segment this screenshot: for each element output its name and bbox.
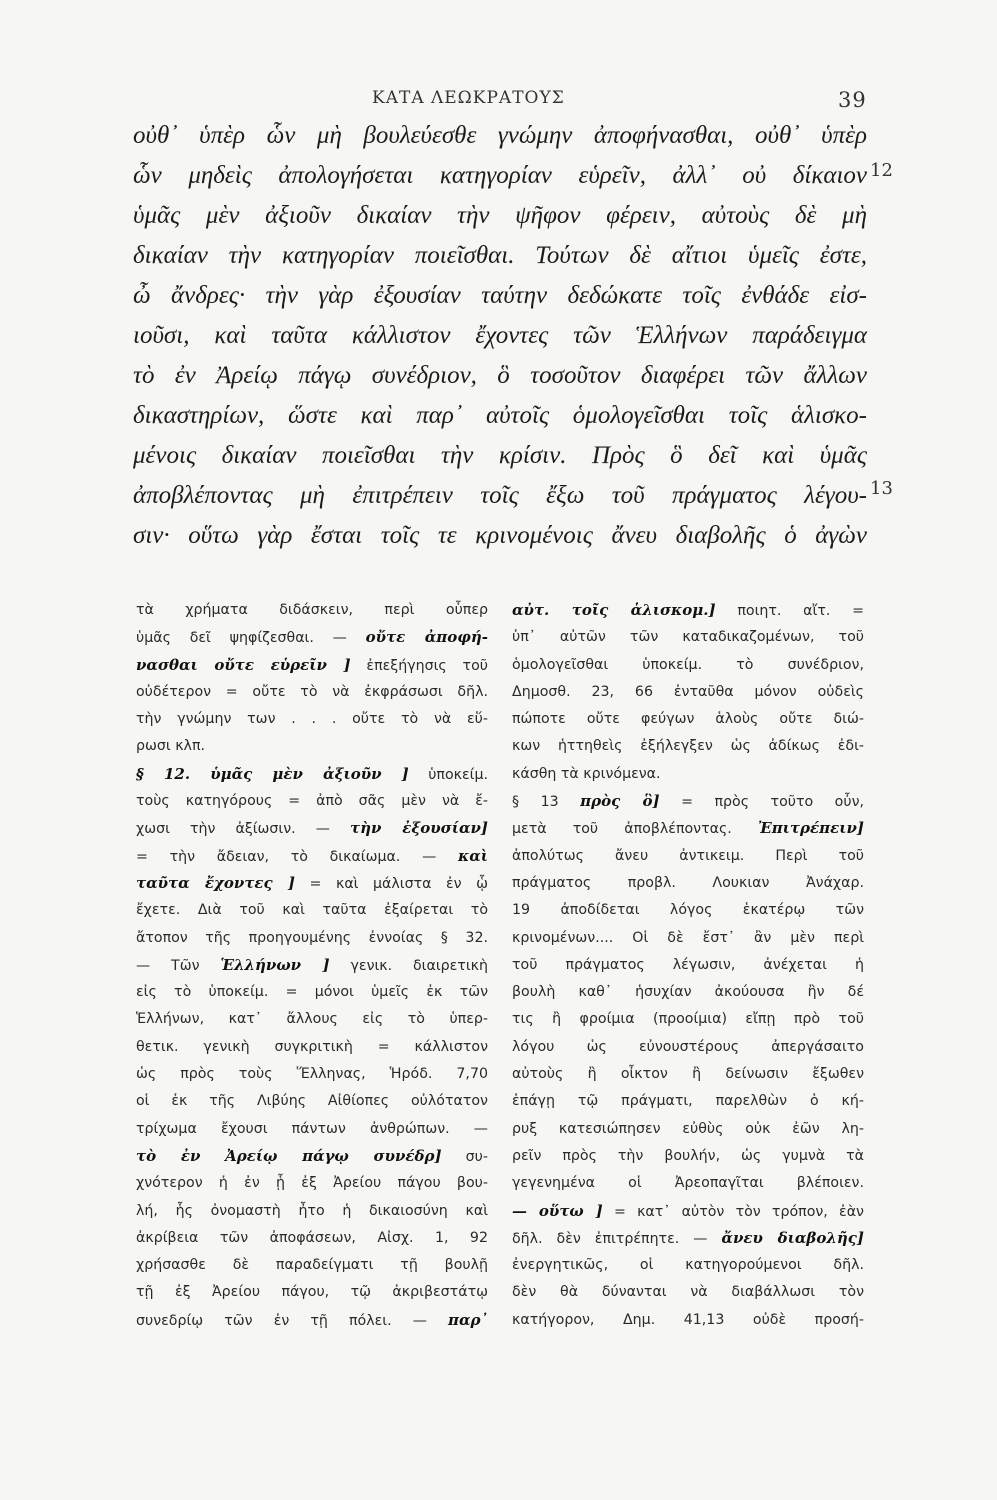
note-lemma: τὴν ἐξουσίαν] <box>350 819 488 838</box>
note-lemma: § 12. ὑμᾶς μὲν ἀξιοῦν ] <box>136 764 409 783</box>
note-text: γενικ. διαιρετικὴ <box>329 957 489 974</box>
note-lemma: — οὕτω ] <box>512 1201 603 1220</box>
note-lemma: αὐτ. τοῖς ἁλισκομ.] <box>512 601 716 619</box>
note-line <box>512 1006 864 1033</box>
note-text: ὑποκείμ. <box>408 766 488 783</box>
note-line <box>512 1307 864 1334</box>
note-text: ἐπεξήγησις τοῦ <box>350 657 488 674</box>
note-text: ἔχετε. Διὰ τοῦ καὶ ταῦτα ἐξαίρεται τὸ <box>136 902 488 919</box>
note-line <box>136 652 488 679</box>
note-text: θετικ. γενικὴ συγκριτικὴ = κάλλιστον <box>136 1038 488 1055</box>
note-line <box>512 1279 864 1306</box>
note-text: ἀπολύτως ἄνευ ἀντικειμ. Περὶ τοῦ <box>512 847 864 864</box>
note-lemma: πρὸς ὃ] <box>580 792 660 811</box>
note-text: συ- <box>441 1148 488 1165</box>
note-line <box>136 1225 488 1252</box>
note-text: δὲν θὰ δύνανται νὰ διαβάλλωσι τὸν <box>512 1284 864 1301</box>
note-text: ὡς πρὸς τοὺς Ἕλληνας, Ἡρόδ. 7,70 <box>136 1066 488 1083</box>
note-line <box>512 1252 864 1279</box>
note-text: δῆλ. δὲν ἐπιτρέπητε. — <box>512 1230 722 1247</box>
note-text: = κατ᾽ αὐτὸν τὸν τρόπον, ἐὰν <box>602 1203 864 1220</box>
note-text: τὴν γνώμην των . . . οὔτε τὸ νὰ εὕ- <box>136 711 488 728</box>
note-line <box>512 624 864 651</box>
note-text: § 13 <box>512 794 581 811</box>
note-text: ἀκρίβεια τῶν ἀποφάσεων, Αἰσχ. 1, 92 <box>136 1229 488 1246</box>
note-line <box>136 1143 488 1170</box>
note-text: οἱ ἐκ τῆς Λιβύης Αἰθίοπες οὐλότατον <box>136 1093 488 1110</box>
note-text: — Τῶν <box>136 957 221 974</box>
note-text: πώποτε οὔτε φεύγων ἁλοὺς οὔτε διώ- <box>512 711 864 728</box>
note-line <box>136 897 488 924</box>
note-line <box>512 897 864 924</box>
note-text: τῇ ἐξ Ἀρείου πάγου, τῷ ἀκριβεστάτῳ <box>136 1284 488 1301</box>
note-line <box>512 1088 864 1115</box>
section-number-12: 12 <box>870 160 893 181</box>
note-text: πράγματος προβλ. Λουκιαν Ἀνάχαρ. <box>512 874 864 891</box>
note-text: τις ἢ φροίμια (προοίμια) εἴπῃ πρὸ τοῦ <box>512 1011 864 1028</box>
note-lemma: οὔτε ἀποφή- <box>365 628 488 647</box>
note-line <box>136 952 488 979</box>
note-line <box>136 1198 488 1225</box>
note-lemma: Ἑλλήνων ] <box>220 955 330 974</box>
note-text: ποιητ. αἴτ. = <box>715 603 865 619</box>
note-line <box>136 1252 488 1279</box>
note-text: 19 ἀποδίδεται λόγος ἑκατέρῳ τῶν <box>512 902 864 919</box>
note-text: κων ἡττηθεὶς ἐξήλεγξεν ὡς ἀδίκως ἐδι- <box>512 738 864 755</box>
note-line <box>512 706 864 733</box>
note-line <box>512 979 864 1006</box>
note-text: κάσθη τὰ κρινόμενα. <box>512 765 661 782</box>
note-lemma: ἄνευ διαβολῆς] <box>721 1228 865 1247</box>
main-text-line: οὐθ᾽ ὑπὲρ ὧν μὴ βουλεύεσθε γνώμην ἀποφήνασθαι, οὐθ᾽ ὑπὲρ <box>133 122 867 149</box>
note-line <box>512 870 864 897</box>
note-text: λόγου ὡς εὐνουστέρους ἀπεργάσαιτο <box>512 1038 864 1055</box>
note-line <box>136 1307 488 1334</box>
note-line <box>136 1279 488 1306</box>
note-text: ρωσι κλπ. <box>136 738 205 755</box>
main-text-line: σιν· οὕτω γὰρ ἔσται τοῖς τε κρινομένοις ἄνευ διαβολῆς ὁ ἀγὼν <box>133 522 867 549</box>
note-line <box>512 815 864 842</box>
note-line <box>512 843 864 870</box>
main-text-line: δικαστηρίων, ὥστε καὶ παρ᾽ αὐτοῖς ὁμολογεῖσθαι τοῖς ἁλισκο- <box>133 402 867 429</box>
note-text: ρυξ κατεσιώπησεν εὐθὺς οὐκ ἐῶν λη- <box>512 1120 864 1137</box>
note-lemma: τὸ ἐν Ἀρείῳ πάγῳ συνέδρ] <box>136 1146 442 1165</box>
note-text: ὁμολογεῖσθαι ὑποκείμ. τὸ συνέδριον, <box>512 656 864 673</box>
note-line <box>136 843 488 870</box>
note-line <box>136 1088 488 1115</box>
note-lemma: παρ᾽ <box>448 1310 488 1329</box>
note-text: κατήγορον, Δημ. 41,13 οὐδὲ προσή- <box>512 1311 864 1328</box>
note-text: αὐτοὺς ἢ οἶκτον ἢ δείνωσιν ἔξωθεν <box>512 1066 864 1083</box>
main-text-line: ιοῦσι, καὶ ταῦτα κάλλιστον ἔχοντες τῶν Ἑλλήνων παράδειγμα <box>133 322 867 349</box>
note-lemma: Ἐπιτρέπειν] <box>757 819 864 838</box>
note-line <box>136 925 488 952</box>
note-line <box>136 1170 488 1197</box>
note-lemma: νασθαι οὔτε εὑρεῖν ] <box>136 655 351 674</box>
note-line <box>136 870 488 897</box>
note-text: Ἑλλήνων, κατ᾽ ἄλλους εἰς τὸ ὑπερ- <box>136 1011 488 1028</box>
note-line <box>512 788 864 815</box>
main-text-line: ἀποβλέποντας μὴ ἐπιτρέπειν τοῖς ἔξω τοῦ πράγματος λέγου- <box>133 482 867 509</box>
note-text: χρήσασθε δὲ παραδείγματι τῇ βουλῇ <box>136 1257 488 1274</box>
main-text-line: ὧν μηδεὶς ἀπολογήσεται κατηγορίαν εὑρεῖν, ἀλλ᾽ οὐ δίκαιον <box>133 162 867 189</box>
note-text: = πρὸς τοῦτο οὖν, <box>659 794 865 811</box>
note-line <box>136 706 488 733</box>
notes-left-column <box>136 597 488 1334</box>
note-line <box>136 1006 488 1033</box>
note-text: τρίχωμα ἔχουσι πάντων ἀνθρώπων. — <box>136 1120 488 1137</box>
note-line <box>512 597 864 624</box>
note-line <box>136 733 488 760</box>
note-text: εἰς τὸ ὑποκείμ. = μόνοι ὑμεῖς ἐκ τῶν <box>136 984 488 1001</box>
main-text <box>133 116 867 556</box>
note-line <box>136 788 488 815</box>
note-text: τοῦ πράγματος λέγωσιν, ἀνέχεται ἡ <box>512 956 864 973</box>
running-title: ΚΑΤΑ ΛΕΩΚΡΑΤΟΥΣ <box>372 88 565 108</box>
main-text-line: ὦ ἄνδρες· τὴν γὰρ ἐξουσίαν ταύτην δεδώκατε τοῖς ἐνθάδε εἰσ- <box>133 282 867 309</box>
note-line <box>512 1170 864 1197</box>
note-line <box>136 679 488 706</box>
note-line <box>512 925 864 952</box>
note-text: = καὶ μάλιστα ἐν ᾧ <box>295 875 489 892</box>
note-line <box>136 624 488 651</box>
note-line <box>512 1225 864 1252</box>
note-line <box>512 952 864 979</box>
note-text: ἐνεργητικῶς, οἱ κατηγορούμενοι δῆλ. <box>512 1257 864 1274</box>
section-number-13: 13 <box>870 478 893 499</box>
note-line <box>512 1061 864 1088</box>
note-line <box>512 652 864 679</box>
note-line <box>136 1116 488 1143</box>
note-text: βουλὴ καθ᾽ ἡσυχίαν ἀκούουσα ἢν δέ <box>512 984 864 1001</box>
main-text-line: δικαίαν τὴν κατηγορίαν ποιεῖσθαι. Τούτων δὲ αἴτιοι ὑμεῖς ἐστε, <box>133 242 867 269</box>
note-lemma: καὶ <box>457 846 488 865</box>
note-text: οὐδέτερον = οὔτε τὸ νὰ ἐκφράσωσι δῆλ. <box>136 683 488 700</box>
note-line <box>512 679 864 706</box>
note-line <box>512 1034 864 1061</box>
note-text: λή, ἧς ὀνομαστὴ ἦτο ἡ δικαιοσύνη καὶ <box>136 1202 488 1219</box>
note-line <box>136 979 488 1006</box>
notes-right-column <box>512 597 864 1334</box>
note-line <box>512 733 864 760</box>
main-text-line: ὑμᾶς μὲν ἀξιοῦν δικαίαν τὴν ψῆφον φέρειν, αὐτοὺς δὲ μὴ <box>133 202 867 229</box>
main-text-line: μένοις δικαίαν ποιεῖσθαι τὴν κρίσιν. Πρὸς ὃ δεῖ καὶ ὑμᾶς <box>133 442 867 469</box>
note-line <box>136 1034 488 1061</box>
note-text: μετὰ τοῦ ἀποβλέποντας. <box>512 821 758 838</box>
page-number: 39 <box>838 88 867 112</box>
note-text: ἄτοπον τῆς προηγουμένης ἐννοίας § 32. <box>136 929 488 946</box>
note-text: χωσι τὴν ἀξίωσιν. — <box>136 821 351 838</box>
note-text: ὑμᾶς δεῖ ψηφίζεσθαι. — <box>136 630 366 647</box>
note-line <box>512 1116 864 1143</box>
note-text: ὑπ᾽ αὐτῶν τῶν καταδικαζομένων, τοῦ <box>512 629 864 646</box>
note-line <box>136 815 488 842</box>
note-line <box>512 761 864 788</box>
note-text: συνεδρίῳ τῶν ἐν τῇ πόλει. — <box>136 1312 448 1329</box>
note-text: τὰ χρήματα διδάσκειν, περὶ οὗπερ <box>136 602 488 618</box>
note-text: ρεῖν πρὸς τὴν βουλήν, ὡς γυμνὰ τὰ <box>512 1147 864 1164</box>
note-text: Δημοσθ. 23, 66 ἐνταῦθα μόνον οὐδεὶς <box>512 683 864 700</box>
note-text: κρινομένων.... Οἱ δὲ ἔστ᾽ ἂν μὲν περὶ <box>512 929 864 946</box>
note-line <box>136 1061 488 1088</box>
note-line <box>136 597 488 624</box>
note-text: ἐπάγῃ τῷ πράγματι, παρελθὼν ὁ κή- <box>512 1093 864 1110</box>
note-line <box>512 1198 864 1225</box>
note-text: χνότερον ἡ ἐν ᾗ ἐξ Ἀρείου πάγου βου- <box>136 1175 488 1192</box>
note-lemma: ταῦτα ἔχοντες ] <box>136 873 296 892</box>
note-line <box>512 1143 864 1170</box>
note-line <box>136 761 488 788</box>
main-text-line: τὸ ἐν Ἀρείῳ πάγῳ συνέδριον, ὃ τοσοῦτον διαφέρει τῶν ἄλλων <box>133 362 867 389</box>
note-text: = τὴν ἄδειαν, τὸ δικαίωμα. — <box>136 848 458 865</box>
note-text: γεγενημένα οἱ Ἀρεοπαγῖται βλέποιεν. <box>512 1175 864 1192</box>
note-text: τοὺς κατηγόρους = ἀπὸ σᾶς μὲν νὰ ἔ- <box>136 793 488 810</box>
